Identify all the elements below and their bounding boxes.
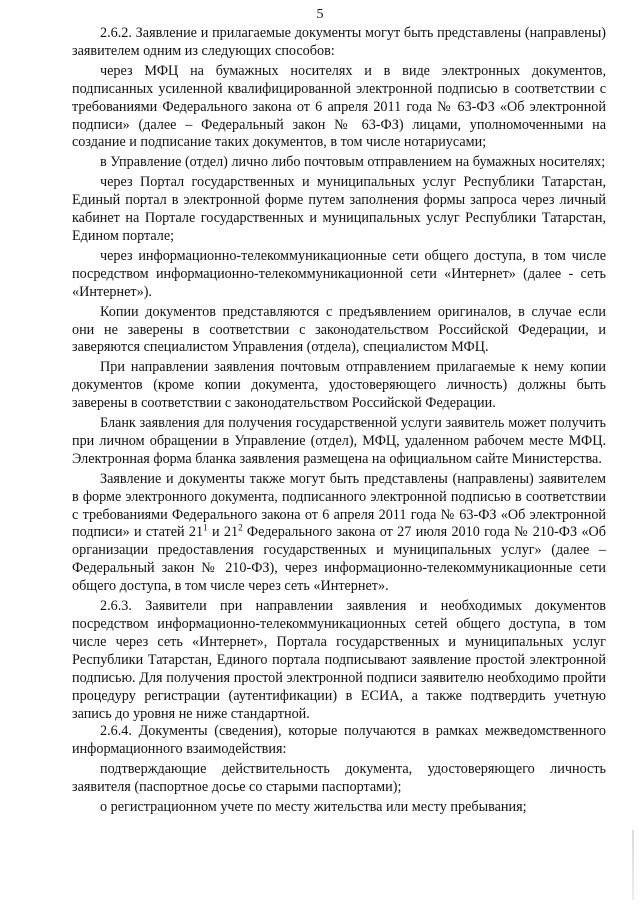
paragraph-department: в Управление (отдел) лично либо почтовым отправлением на бумажных носителях; [100,154,606,171]
paragraph-postal: При направлении заявления почтовым отправлением прилагаемые к нему копии документов (кроме копии документа, удостоверяющего личность) должны быть заверены в соответствии с законодательством Российской Федерации. [72,359,606,412]
document-body [72,25,606,817]
paragraph-portal: через Портал государственных и муниципальных услуг Республики Татарстан, Единый портал в электронной форме путем заполнения формы запроса через личный кабинет на Портале государственных и муниципальных услуг Республики Татарстан, Едином портале; [72,174,606,244]
paragraph-registration: о регистрационном учете по месту жительства или месту пребывания; [100,799,527,816]
electronic-text-3: Федерального закона от 27 июля 2010 года № 210-ФЗ «Об организации предоставления государственных и муниципальных услуг» (далее – Федеральный закон № 210-ФЗ), через информационно-телекоммуникационные сети общего доступа, в том числе через сеть «Интернет». [72,524,607,595]
page-number: 5 [316,7,324,22]
paragraph-mfc: через МФЦ на бумажных носителях и в виде электронных документов, подписанных усиленной квалифицированной электронной подписью в соответствии с требованиями Федерального закона от 6 апреля 2011 года № 63-ФЗ «Об электронной подписи» (далее – Федеральный закон № 63-ФЗ) лицами, уполномоченными на создание и подписание таких документов, в том числе нотариусами; [72,62,606,151]
paragraph-electronic [72,471,606,596]
paragraph-copies: Копии документов представляются с предъявлением оригиналов, в случае если они не заверены в соответствии с законодательством Российской Федерации, и заверяются специалистом Управления (отдела), специалистом МФЦ. [72,303,606,356]
paragraph-2-6-2: 2.6.2. Заявление и прилагаемые документы могут быть представлены (направлены) заявителем одним из следующих способов: [72,25,606,59]
paragraph-2-6-4: 2.6.4. Документы (сведения), которые получаются в рамках межведомственного информационного взаимодействия: [72,723,606,758]
paragraph-2-6-3: 2.6.3. Заявители при направлении заявления и необходимых документов посредством информационно-телекоммуникационных сетей общего доступа, в том числе через сеть «Интернет», Портала государственных и муниципальных услуг Республики Татарстан, Единого портала подписывают заявление простой электронной подписью. Для получения простой электронной подписи заявителю необходимо пройти процедуру регистрации (аутентификации) в ЕСИА, а также подтвердить учетную запись до уровня не ниже стандартной. [72,598,606,722]
electronic-text-1: Заявление и документы также могут быть представлены (направлены) заявителем в форме электронного документа, подписанного электронной подписью в соответствии с требованиями Федерального закона от 6 апреля 2011 года № 63-ФЗ «Об электронной подписи» и статей 21 [72,470,606,541]
paragraph-identity: подтверждающие действительность документа, удостоверяющего личность заявителя (паспортное досье со старыми паспортами); [72,761,606,796]
scan-edge-mark [632,830,634,900]
superscript-2: 2 [238,522,243,533]
superscript-1: 1 [203,522,208,533]
electronic-text-2: и 21 [207,524,239,541]
paragraph-internet: через информационно-телекоммуникационные сети общего доступа, в том числе посредством информационно-телекоммуникационной сети «Интернет» (далее - сеть «Интернет»). [72,247,606,300]
paragraph-blank-form: Бланк заявления для получения государственной услуги заявитель может получить при личном обращении в Управление (отдел), МФЦ, удаленном рабочем месте МФЦ. Электронная форма бланка заявления размещена на официальном сайте Министерства. [72,415,606,467]
